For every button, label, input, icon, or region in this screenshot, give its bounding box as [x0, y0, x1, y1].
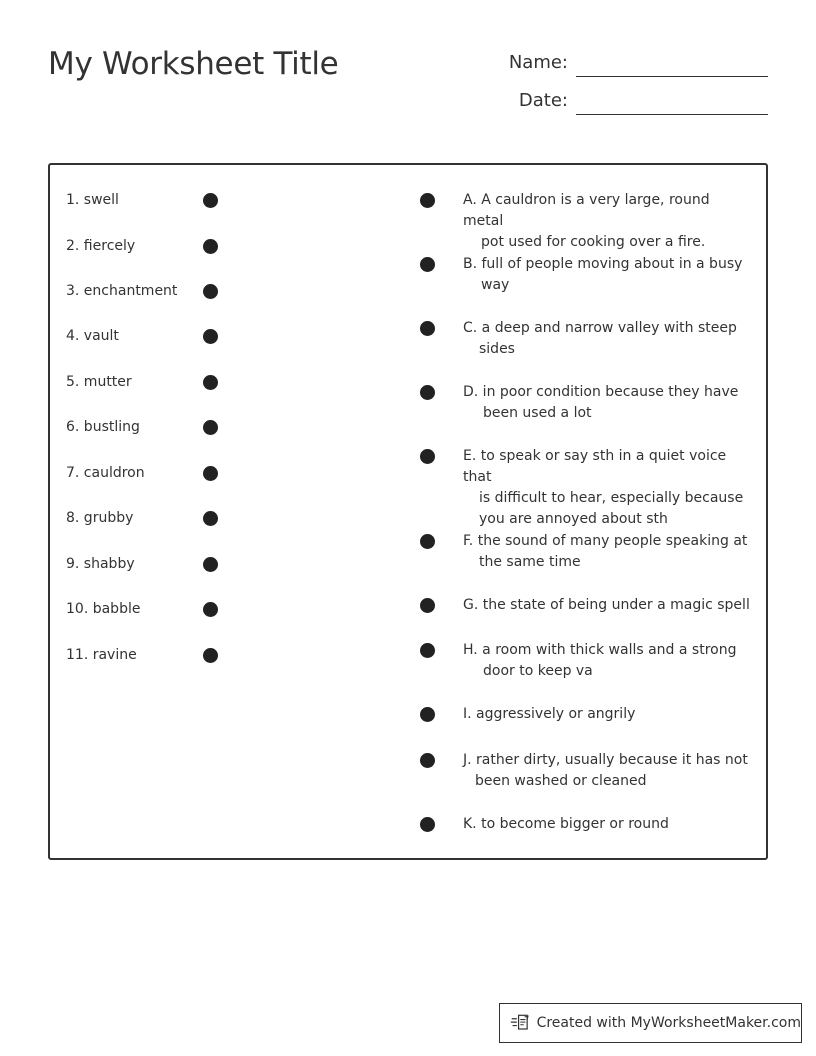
definition-text: J. rather dirty, usually because it has not [463, 752, 748, 768]
date-input-line[interactable] [576, 114, 768, 115]
definition-text: I. aggressively or angrily [463, 706, 636, 722]
word-item: 1. swell [66, 192, 119, 208]
definition-continuation: sides [479, 341, 515, 357]
word-item: 3. enchantment [66, 283, 178, 299]
definition-continuation: been used a lot [483, 405, 592, 421]
word-match-dot[interactable] [203, 193, 218, 208]
definition-item [463, 531, 753, 573]
definition-match-dot[interactable] [420, 193, 435, 208]
definition-item [463, 750, 753, 792]
definition-item [463, 704, 753, 725]
definition-match-dot[interactable] [420, 534, 435, 549]
word-item: 2. fiercely [66, 238, 136, 254]
definition-item [463, 595, 753, 616]
definition-continuation: been washed or cleaned [475, 773, 647, 789]
word-item: 6. bustling [66, 419, 140, 435]
name-input-line[interactable] [576, 76, 768, 77]
word-item: 8. grubby [66, 510, 134, 526]
definition-item [463, 254, 753, 296]
date-field [0, 90, 816, 114]
definition-item [463, 640, 753, 682]
word-item: 4. vault [66, 328, 119, 344]
worksheet-maker-logo-icon [510, 1012, 531, 1034]
definition-continuation: the same time [479, 554, 581, 570]
word-match-dot[interactable] [203, 602, 218, 617]
footer-credit [499, 1003, 802, 1043]
word-match-dot[interactable] [203, 375, 218, 390]
definition-match-dot[interactable] [420, 321, 435, 336]
definition-text: A. A cauldron is a very large, round metal [463, 192, 710, 229]
word-match-dot[interactable] [203, 648, 218, 663]
definition-continuation: is difficult to hear, especially because [479, 490, 744, 506]
definition-text: G. the state of being under a magic spell [463, 597, 750, 613]
definition-match-dot[interactable] [420, 753, 435, 768]
word-item: 11. ravine [66, 647, 137, 663]
word-item: 9. shabby [66, 556, 135, 572]
definition-text: E. to speak or say sth in a quiet voice that [463, 448, 727, 485]
definition-match-dot[interactable] [420, 707, 435, 722]
page-title: My Worksheet Title [48, 46, 339, 82]
definition-continuation: you are annoyed about sth [479, 511, 668, 527]
word-match-dot[interactable] [203, 284, 218, 299]
definition-match-dot[interactable] [420, 817, 435, 832]
word-item: 7. cauldron [66, 465, 145, 481]
definition-match-dot[interactable] [420, 385, 435, 400]
definition-text: H. a room with thick walls and a strong [463, 642, 737, 658]
definition-text: K. to become bigger or round [463, 816, 669, 832]
definition-text: C. a deep and narrow valley with steep [463, 320, 737, 336]
word-item: 5. mutter [66, 374, 132, 390]
word-item: 10. babble [66, 601, 141, 617]
definition-item [463, 814, 753, 835]
word-match-dot[interactable] [203, 466, 218, 481]
definition-text: B. full of people moving about in a busy [463, 256, 743, 272]
word-match-dot[interactable] [203, 239, 218, 254]
definition-match-dot[interactable] [420, 257, 435, 272]
definition-match-dot[interactable] [420, 449, 435, 464]
definition-text: D. in poor condition because they have [463, 384, 739, 400]
definition-match-dot[interactable] [420, 598, 435, 613]
definition-text: F. the sound of many people speaking at [463, 533, 748, 549]
definition-continuation: way [481, 277, 510, 293]
definition-item [463, 190, 753, 253]
word-match-dot[interactable] [203, 557, 218, 572]
definition-item [463, 382, 753, 424]
name-field [0, 52, 816, 76]
date-label: Date: [518, 90, 568, 111]
definition-continuation: door to keep va [483, 663, 593, 679]
footer-text: Created with MyWorksheetMaker.com [536, 1015, 801, 1031]
name-label: Name: [508, 52, 568, 73]
word-match-dot[interactable] [203, 329, 218, 344]
word-match-dot[interactable] [203, 511, 218, 526]
definition-match-dot[interactable] [420, 643, 435, 658]
definition-item [463, 318, 753, 360]
definition-item [463, 446, 753, 530]
definition-continuation: pot used for cooking over a fire. [481, 234, 706, 250]
word-match-dot[interactable] [203, 420, 218, 435]
